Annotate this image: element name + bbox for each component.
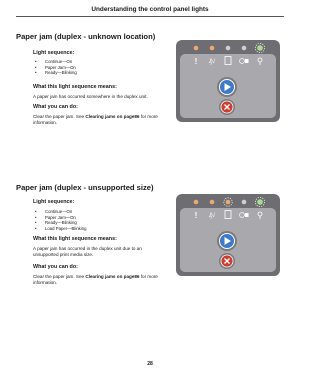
clearing-jams-link[interactable]: Clearing jams on page86 [85,114,140,119]
continue-led [194,46,199,51]
control-panel-diagram-2 [176,194,280,276]
ready-led [257,45,263,51]
list-item: • Continue—On [35,209,87,215]
list-item: • Continue—On [35,59,77,65]
toner-low-led [242,200,247,205]
section-title-unsupported-size: Paper jam (duplex - unsupported size) [16,183,154,192]
action-heading: What you can do: [33,264,78,270]
page-header: Understanding the control panel lights [91,6,209,13]
page-number: 28 [147,361,153,367]
load-paper-led [226,200,231,205]
continue-icon: ! [194,211,198,220]
stop-button [219,99,235,115]
list-item: • Paper Jam—On [35,215,87,221]
ready-led [257,199,263,205]
light-sequence-heading: Light sequence: [33,199,75,205]
meaning-text: A paper jam has occurred in the duplex unit due to an unsupported print media size. [33,246,142,257]
continue-led [194,200,199,205]
header-rule [16,16,284,17]
paper-jam-led [210,46,215,51]
action-text: Clear the paper jam. See Clearing jams on page86 for more information. [33,114,158,125]
list-item: • Paper Jam—On [35,65,77,71]
action-text: Clear the paper jam. See Clearing jams on page86 for more information. [33,274,158,285]
list-item: • Load Paper—Blinking [35,226,87,232]
meaning-text: A paper jam has occurred somewhere in the duplex unit. [33,94,148,99]
control-panel-diagram-1 [176,40,280,122]
paper-jam-icon: ₰√ [208,59,216,65]
meaning-heading: What this light sequence means: [33,84,117,90]
go-button [217,77,237,97]
light-sequence-list [35,59,77,76]
light-sequence-heading: Light sequence: [33,50,75,56]
paper-jam-icon: ₰√ [208,213,216,219]
action-heading: What you can do: [33,104,78,110]
section-title-unknown-location: Paper jam (duplex - unknown location) [16,32,156,41]
list-item: • Ready—Blinking [35,220,87,226]
clearing-jams-link[interactable]: Clearing jams on page86 [85,274,140,279]
toner-low-led [242,46,247,51]
stop-button [219,253,235,269]
go-button [217,231,237,251]
load-paper-led [226,46,231,51]
paper-jam-led [210,200,215,205]
continue-icon: ! [194,57,198,66]
list-item: • Ready—Blinking [35,70,77,76]
meaning-heading: What this light sequence means: [33,236,117,242]
light-sequence-list [35,209,87,231]
